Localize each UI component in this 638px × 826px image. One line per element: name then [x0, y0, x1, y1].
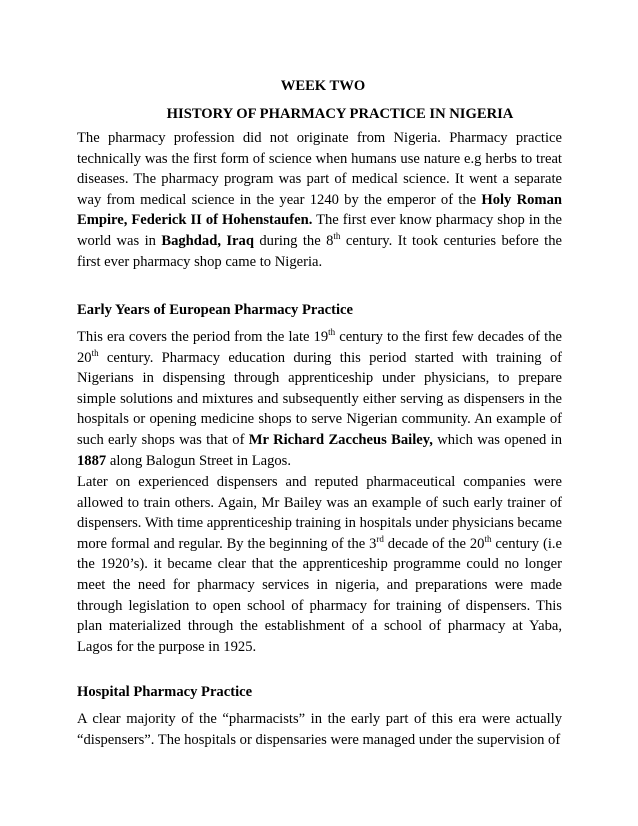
emphasis-text: Holy Roman Empire, Federick II of Hohenstaufen.	[77, 191, 562, 229]
section-heading-early-years: Early Years of European Pharmacy Practice	[77, 302, 354, 318]
superscript: th	[91, 347, 99, 358]
early-years-paragraph-2: Later on experienced dispensers and reputed pharmaceutical companies were allowed to train others. Again, Mr Bailey was an example of such early trainer of dispensers. With time apprenticeship training in hospitals under physicians became more formal and regular. By the beginning of the 3rd decade of the 20th century (i.e the 1920’s). it became clear that the apprenticeship programme could no longer meet the need for pharmacy services in nigeria, and preparations were made through legislation to open school of pharmacy for training of dispensers. This plan materialized through the establishment of a school of pharmacy at Yaba, Lagos for the purpose in 1925.	[77, 474, 562, 655]
emphasis-text: Mr Richard Zaccheus Bailey,	[248, 431, 433, 448]
early-years-paragraph-1: This era covers the period from the late 19th century to the first few decades of the 20th century. Pharmacy education during this period started with training of Nigerians in dispensing through apprenticeship under physicians, to prepare simple solutions and mixtures and subsequently either serving as dispensers in the hospitals or opening medicine shops to serve Nigerian community. An example of such early shops was that of Mr Richard Zaccheus Bailey, which was opened in 1887 along Balogun Street in Lagos.	[77, 327, 562, 469]
page-title: HISTORY OF PHARMACY PRACTICE IN NIGERIA	[166, 106, 514, 122]
week-label: WEEK TWO	[280, 78, 366, 94]
emphasis-text: 1887	[77, 452, 107, 469]
superscript: th	[484, 533, 492, 544]
emphasis-text: Baghdad, Iraq	[161, 232, 254, 249]
superscript: th	[333, 231, 341, 242]
superscript: rd	[376, 533, 384, 544]
hospital-pharmacy-paragraph: A clear majority of the “pharmacists” in the early part of this era were actually “dispensers”. The hospitals or dispensaries were managed under the supervision of	[77, 711, 562, 748]
intro-paragraph: The pharmacy profession did not originate from Nigeria. Pharmacy practice technically was the first form of science when humans use nature e.g herbs to treat diseases. The pharmacy program was part of medical science. It went a separate way from medical science in the year 1240 by the emperor of the Holy Roman Empire, Federick II of Hohenstaufen. The first ever know pharmacy shop in the world was in Baghdad, Iraq during the 8th century. It took centuries before the first ever pharmacy shop came to Nigeria.	[77, 130, 562, 270]
superscript: th	[328, 327, 336, 338]
section-heading-hospital-pharmacy: Hospital Pharmacy Practice	[77, 684, 253, 700]
